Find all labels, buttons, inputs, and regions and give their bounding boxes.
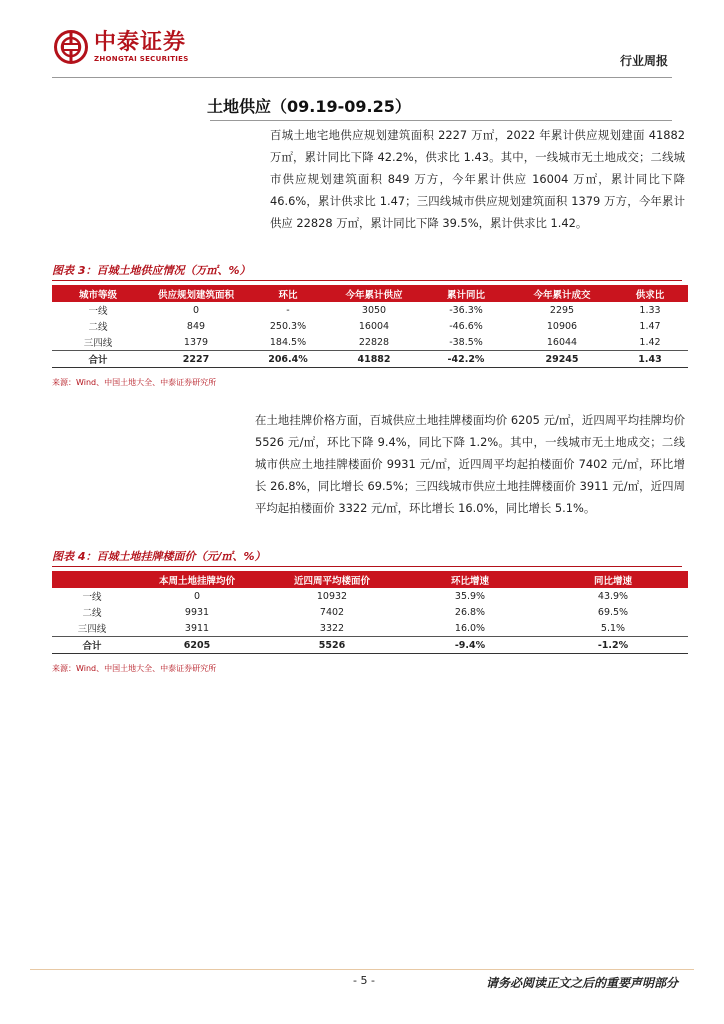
header-cell: 供求比 (612, 285, 688, 302)
paragraph-land-price: 在土地挂牌价格方面，百城供应土地挂牌楼面均价 6205 元/㎡，近四周平均挂牌均价 5526 元/㎡，环比下降 9.4%，同比下降 1.2%。其中，一线城市无土地成交；二线城市供应土地挂牌楼面价 9931 元/㎡，近四周平均起拍楼面价 7402 元/㎡，环比增长 26.8%，同比增长 69.5%；三四线城市供应土地挂牌楼面价 3911 元/㎡，近四周平均起拍楼面价 3322 元/㎡，环比增长 16.0%，同比增长 5.1%。 (255, 413, 685, 515)
header-cell: 今年累计成交 (512, 285, 612, 302)
page-number: - 5 - (353, 974, 375, 987)
table-cell: 1.42 (639, 336, 661, 348)
table-row (52, 620, 688, 637)
table-cell: 6205 (132, 637, 262, 654)
header-cell: 供应规划建筑面积 (144, 285, 248, 302)
table-cell: -46.6% (449, 320, 483, 332)
table-cell: 35.9% (454, 590, 486, 602)
table-cell: 5526 (262, 637, 402, 654)
table-cell: 三四线 (77, 624, 107, 635)
company-name-en: ZHONGTAI SECURITIES (94, 54, 189, 63)
figure4-caption: 图表 4：百城土地挂牌楼面价（元/㎡、%） (52, 550, 266, 563)
table-cell: 1.47 (639, 320, 661, 332)
table-cell: 1379 (183, 336, 209, 348)
section-title-divider (210, 120, 672, 121)
table-cell: 9931 (184, 606, 210, 618)
footer-divider (30, 969, 694, 970)
table-cell: 22828 (358, 336, 390, 348)
header-cell: 本周土地挂牌均价 (132, 571, 262, 588)
disclaimer-text: 请务必阅读正文之后的重要声明部分 (485, 976, 678, 990)
header-divider (52, 77, 672, 78)
table-cell: - (286, 304, 290, 316)
table-row (52, 302, 688, 318)
table-cell: 3050 (361, 304, 387, 316)
table-cell: 合计 (52, 351, 144, 368)
table-row (52, 318, 688, 334)
table-cell: 69.5% (597, 606, 629, 618)
table-cell: 849 (186, 320, 206, 332)
table-cell: 一线 (82, 592, 102, 603)
table-cell: 16044 (546, 336, 578, 348)
table-cell: 184.5% (269, 336, 307, 348)
figure4-source: 来源：Wind、中国土地大全、中泰证券研究所 (52, 664, 217, 673)
table-cell: 一线 (88, 306, 108, 317)
figure3-source: 来源：Wind、中国土地大全、中泰证券研究所 (52, 378, 217, 387)
table-row (52, 588, 688, 604)
section-title: 土地供应（09.19-09.25） (207, 97, 411, 116)
table-cell: -9.4% (402, 637, 538, 654)
table-cell: 二线 (88, 322, 108, 333)
table-cell: 2227 (144, 351, 248, 368)
table-cell: 三四线 (83, 338, 113, 349)
table-cell: 29245 (512, 351, 612, 368)
land-supply-table (52, 285, 688, 368)
paragraph-land-supply: 百城土地宅地供应规划建筑面积 2227 万㎡，2022 年累计供应规划建面 41882 万㎡，累计同比下降 42.2%，供求比 1.43。其中，一线城市无土地成交；二线城市供应规划建筑面积 849 万方，今年累计供应 16004 万㎡，累计同比下降 46.6%，累计供求比 1.47；三四线城市供应规划建筑面积 1379 万方，今年累计供应 22828 万㎡，累计同比下降 39.5%，累计供求比 1.42。 (270, 128, 685, 230)
table-cell: 10906 (546, 320, 578, 332)
table-cell: 41882 (328, 351, 420, 368)
table-cell: -42.2% (420, 351, 512, 368)
header-cell: 环比增速 (402, 571, 538, 588)
table-cell: 1.43 (612, 351, 688, 368)
table-cell: 26.8% (454, 606, 486, 618)
table-cell: 0 (192, 304, 200, 316)
figure4-divider (52, 566, 682, 567)
figure3-divider (52, 280, 682, 281)
table-total-row (52, 637, 688, 654)
table-cell: 43.9% (597, 590, 629, 602)
table-row (52, 604, 688, 620)
table-cell: 3322 (319, 622, 345, 634)
table-cell: 16004 (358, 320, 390, 332)
header-cell: 累计同比 (420, 285, 512, 302)
header-cell: 环比 (248, 285, 328, 302)
table-header-row (52, 285, 688, 302)
table-cell: 1.33 (639, 304, 661, 316)
header-cell: 今年累计供应 (328, 285, 420, 302)
company-logo (54, 30, 189, 64)
figure3-caption: 图表 3：百城土地供应情况（万㎡、%） (52, 264, 251, 277)
table-total-row (52, 351, 688, 368)
header-cell: 同比增速 (538, 571, 688, 588)
table-cell: 二线 (82, 608, 102, 619)
table-cell: 2295 (549, 304, 575, 316)
land-listing-price-table (52, 571, 688, 654)
header-cell: 近四周平均楼面价 (262, 571, 402, 588)
table-cell: 5.1% (600, 622, 626, 634)
table-cell: 10932 (316, 590, 348, 602)
header-cell: 城市等级 (52, 285, 144, 302)
table-cell: 206.4% (248, 351, 328, 368)
zhongtai-logo-icon (54, 30, 88, 64)
table-cell: 合计 (52, 637, 132, 654)
table-cell: 16.0% (454, 622, 486, 634)
table-cell: 3911 (184, 622, 210, 634)
company-name-cn: 中泰证券 (94, 29, 187, 55)
table-cell: 0 (193, 590, 201, 602)
table-row (52, 334, 688, 351)
table-cell: -36.3% (449, 304, 483, 316)
table-cell: 250.3% (269, 320, 307, 332)
header-cell (52, 571, 132, 588)
table-cell: -1.2% (538, 637, 688, 654)
report-type: 行业周报 (619, 54, 668, 68)
table-cell: -38.5% (449, 336, 483, 348)
table-cell: 7402 (319, 606, 345, 618)
table-header-row (52, 571, 688, 588)
